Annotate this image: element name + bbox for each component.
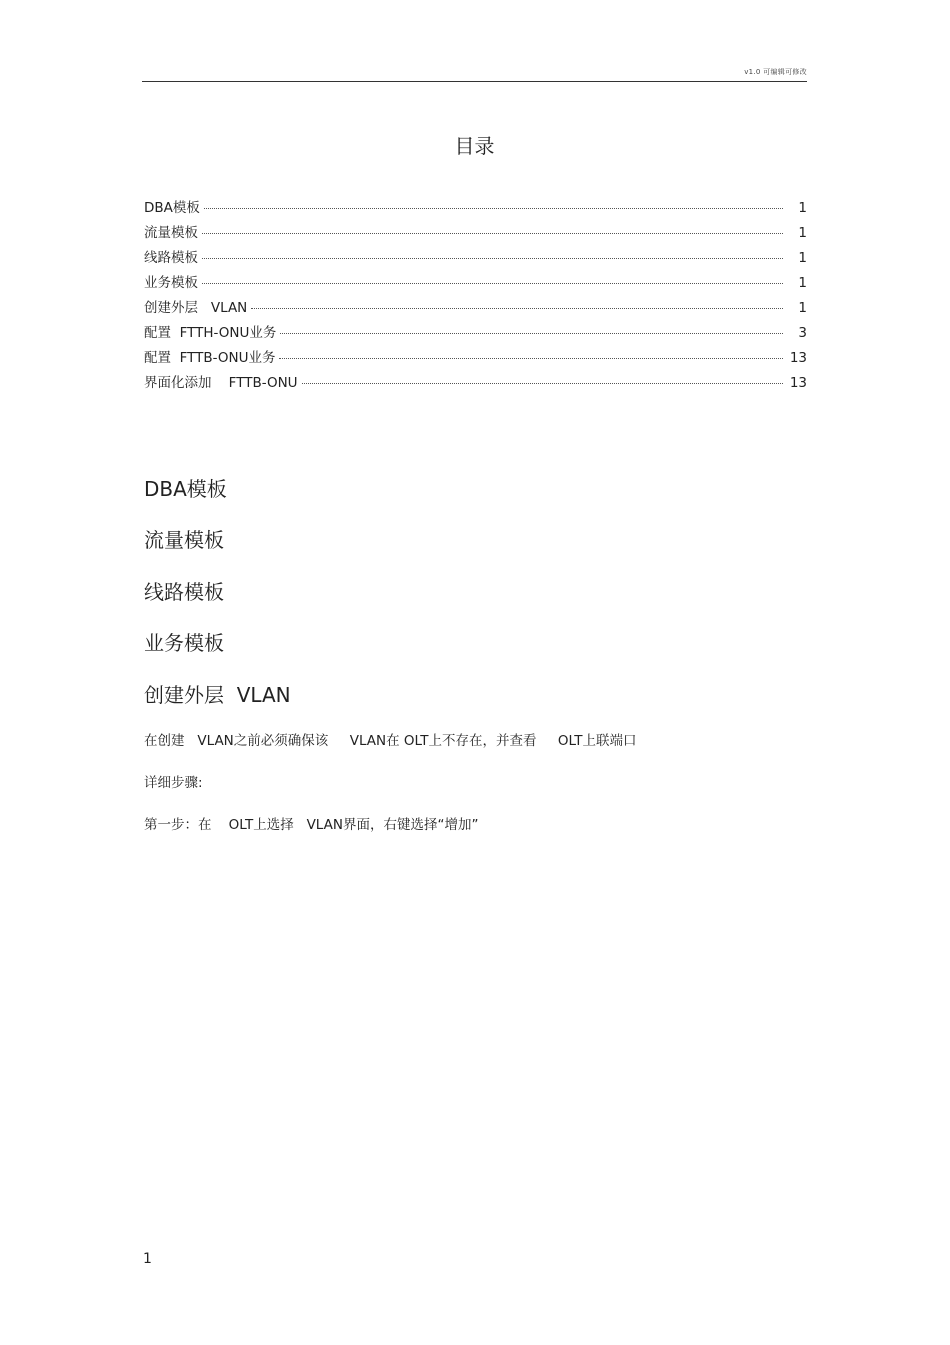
toc-entry-text: DBA模板 [144,200,200,216]
toc-leader-dots [280,333,783,334]
toc-entry-text: 配置 FTTB-ONU业务 [144,350,276,366]
toc-leader-dots [204,208,783,209]
section-heading-service-template: 业务模板 [144,631,224,655]
section-heading-create-outer-vlan: 创建外层 VLAN [144,683,291,707]
toc-title: 目录 [454,134,495,158]
toc-entry-text: 流量模板 [144,225,198,241]
section-heading-traffic-template: 流量模板 [144,528,224,552]
toc-entry-text: 创建外层 VLAN [144,300,248,316]
toc-entry-text: 业务模板 [144,275,198,291]
toc-entry[interactable] [144,321,807,346]
toc-entry-page: 1 [798,250,807,266]
toc-leader-dots [279,358,783,359]
section-heading-dba-template: DBA模板 [144,477,227,501]
table-of-contents [144,196,807,396]
header-divider [142,81,807,82]
toc-entry[interactable] [144,271,807,296]
section-heading-line-template: 线路模板 [144,580,224,604]
toc-entry-page: 1 [798,300,807,316]
toc-entry-page: 1 [798,200,807,216]
toc-entry[interactable] [144,246,807,271]
toc-entry-text: 配置 FTTH-ONU业务 [144,325,277,341]
paragraph-vlan-precondition: 在创建 VLAN之前必须确保该 VLAN在 OLT上不存在，并查看 OLT上联端口 [144,733,637,749]
page-number: 1 [143,1251,152,1267]
toc-entry[interactable] [144,196,807,221]
paragraph-detailed-steps: 详细步骤: [144,775,203,791]
toc-entry[interactable] [144,296,807,321]
toc-entry[interactable] [144,221,807,246]
toc-entry-page: 1 [798,225,807,241]
toc-leader-dots [202,283,783,284]
toc-entry[interactable] [144,371,807,396]
toc-leader-dots [202,233,783,234]
paragraph-step-one: 第一步：在 OLT上选择 VLAN界面，右键选择“增加” [144,817,479,833]
header-version-label: v1.0 可编辑可修改 [744,68,807,76]
toc-entry-text: 界面化添加 FTTB-ONU [144,375,298,391]
toc-leader-dots [251,308,783,309]
toc-leader-dots [302,383,783,384]
toc-entry-text: 线路模板 [144,250,198,266]
toc-entry-page: 3 [798,325,807,341]
toc-entry-page: 13 [789,350,807,366]
toc-entry-page: 13 [789,375,807,391]
toc-leader-dots [202,258,783,259]
toc-entry[interactable] [144,346,807,371]
toc-entry-page: 1 [798,275,807,291]
